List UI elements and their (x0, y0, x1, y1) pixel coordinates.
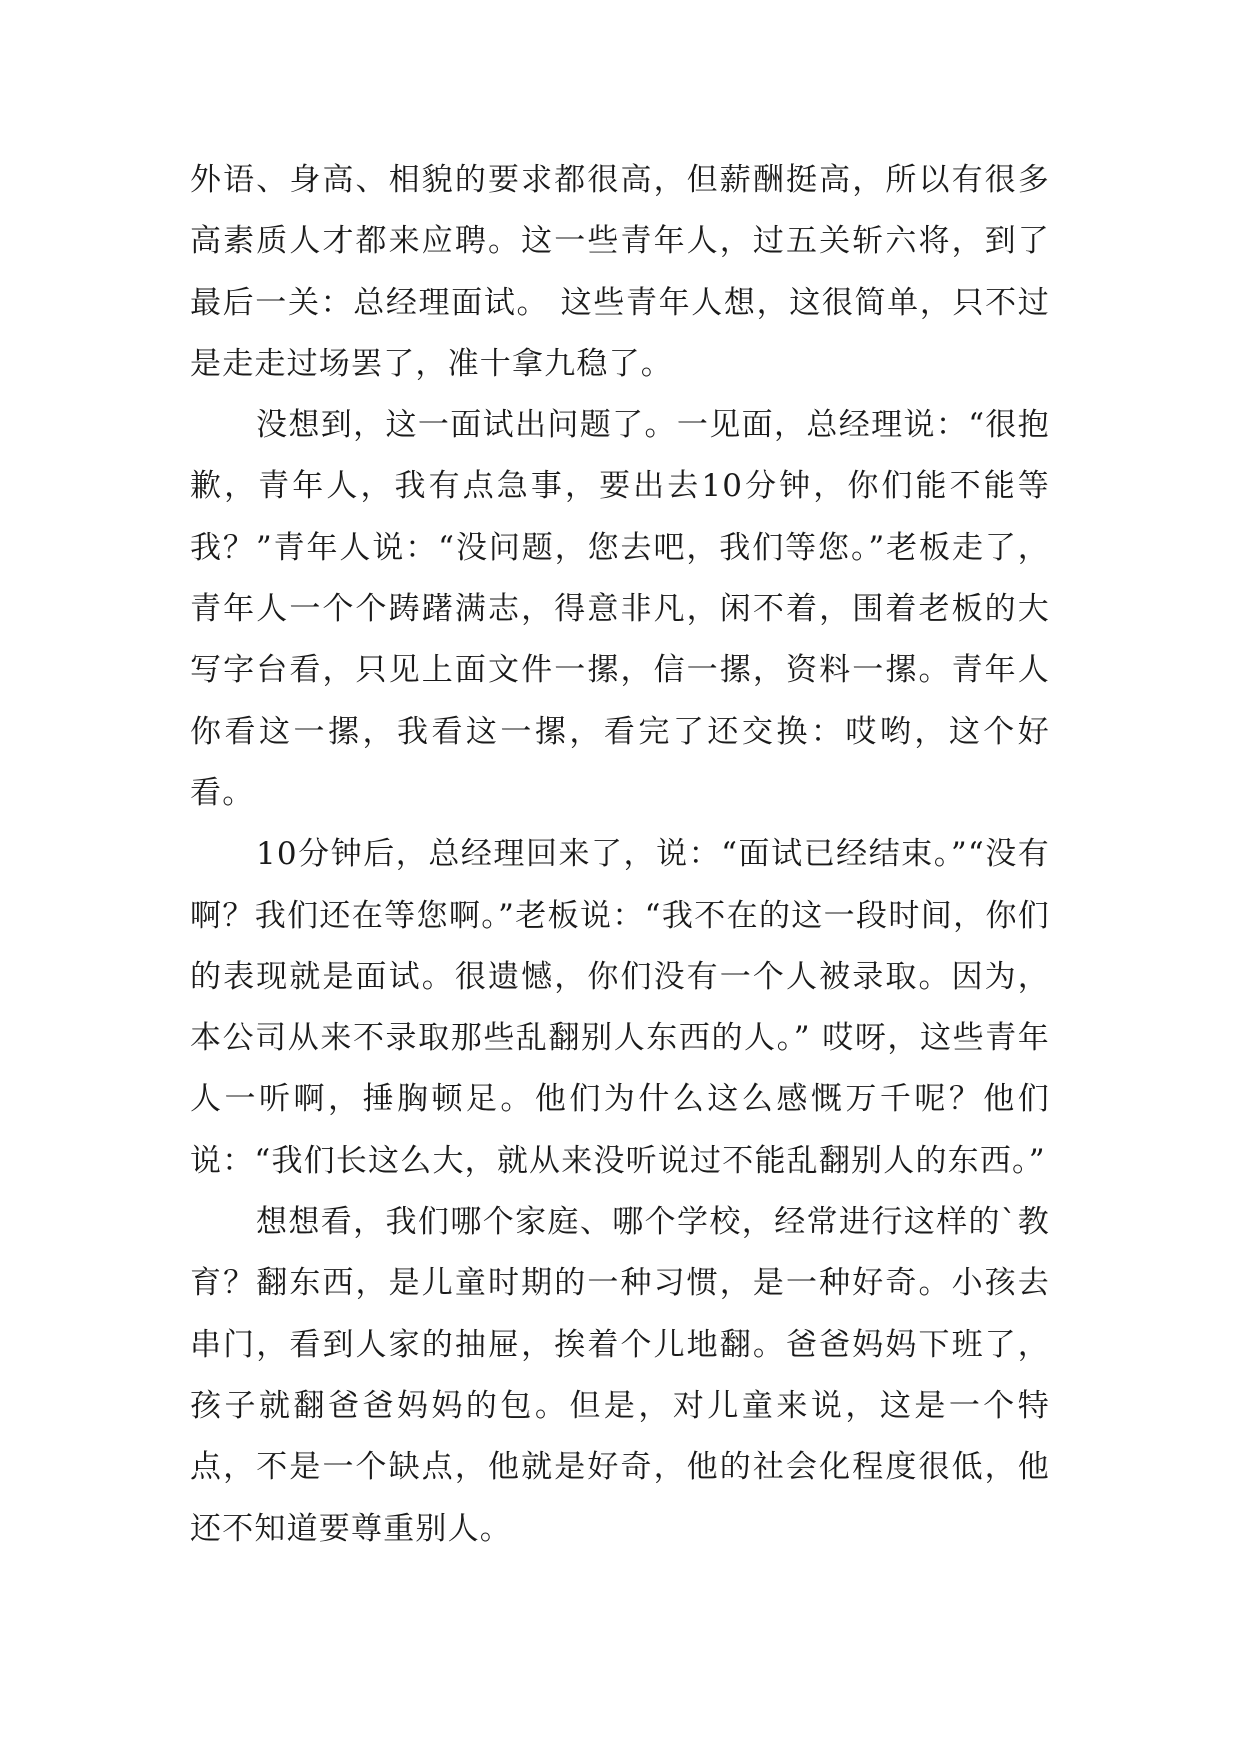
paragraph-3: 10分钟后，总经理回来了，说：“面试已经结束。”“没有啊？我们还在等您啊。”老板说：“我不在的这一段时间，你们的表现就是面试。很遗憾，你们没有一个人被录取。因为，本公司从来不录取那些乱翻别人东西的人。” 哎呀，这些青年人一听啊，捶胸顿足。他们为什么这么感慨万千呢？他们说：“我们长这么大，就从来没听说过不能乱翻别人的东西。” (190, 836, 1050, 1179)
body-text (190, 150, 1050, 1560)
paragraph-1: 外语、身高、相貌的要求都很高，但薪酬挺高，所以有很多高素质人才都来应聘。这一些青年人，过五关斩六将，到了最后一关：总经理面试。 这些青年人想，这很简单，只不过是走走过场罢了，准十拿九稳了。 (190, 162, 1050, 382)
paragraph-2: 没想到，这一面试出问题了。一见面，总经理说：“很抱歉，青年人，我有点急事，要出去10分钟，你们能不能等我？”青年人说：“没问题，您去吧，我们等您。”老板走了，青年人一个个踌躇满志，得意非凡，闲不着，围着老板的大写字台看，只见上面文件一摞，信一摞，资料一摞。青年人你看这一摞，我看这一摞，看完了还交换：哎哟，这个好看。 (190, 407, 1050, 811)
paragraph-4: 想想看，我们哪个家庭、哪个学校，经常进行这样的`教育？翻东西，是儿童时期的一种习惯，是一种好奇。小孩去串门，看到人家的抽屉，挨着个儿地翻。爸爸妈妈下班了，孩子就翻爸爸妈妈的包。但是，对儿童来说，这是一个特点，不是一个缺点，他就是好奇，他的社会化程度很低，他还不知道要尊重别人。 (190, 1204, 1050, 1547)
